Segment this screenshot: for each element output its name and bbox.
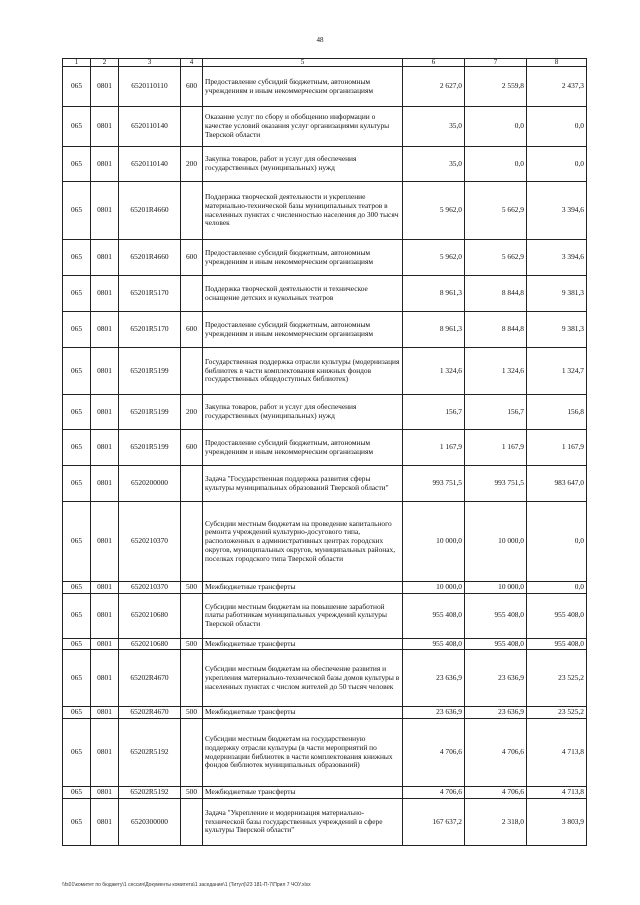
target-article-cell: 6520210680 — [119, 593, 181, 638]
target-article-cell: 65201R4660 — [119, 240, 181, 276]
amount-year2-cell: 23 636,9 — [465, 707, 527, 719]
amount-year3-cell: 2 437,3 — [527, 67, 587, 107]
expense-type-cell: 500 — [181, 707, 203, 719]
amount-year3-cell: 0,0 — [527, 582, 587, 594]
column-header: 7 — [465, 59, 527, 67]
table-row — [63, 430, 587, 466]
table-row — [63, 502, 587, 582]
table-row — [63, 707, 587, 719]
admin-code-cell: 065 — [63, 787, 91, 799]
amount-year1-cell: 167 637,2 — [403, 798, 465, 845]
target-article-cell: 6520110140 — [119, 147, 181, 182]
admin-code-cell: 065 — [63, 650, 91, 707]
table-row — [63, 650, 587, 707]
amount-year2-cell: 156,7 — [465, 395, 527, 430]
admin-code-cell: 065 — [63, 348, 91, 395]
target-article-cell: 6520210680 — [119, 638, 181, 650]
amount-year3-cell: 0,0 — [527, 107, 587, 147]
admin-code-cell: 065 — [63, 107, 91, 147]
admin-code-cell: 065 — [63, 798, 91, 845]
target-article-cell: 65201R5170 — [119, 312, 181, 348]
description-cell: Задача "Укрепление и модернизация материально-технической базы государственных учреждений в сфере культуры Тверской области" — [203, 798, 403, 845]
column-header: 8 — [527, 59, 587, 67]
expense-type-cell: 500 — [181, 582, 203, 594]
expense-type-cell: 600 — [181, 430, 203, 466]
description-cell: Межбюджетные трансферты — [203, 638, 403, 650]
description-cell: Поддержка творческой деятельности и укрепление материально-технической базы муниципальных театров в населенных пунктах с численностью населения до 300 тысяч человек — [203, 182, 403, 240]
expense-type-cell: 200 — [181, 395, 203, 430]
table-row — [63, 638, 587, 650]
admin-code-cell: 065 — [63, 593, 91, 638]
description-cell: Субсидии местным бюджетам на повышение заработной платы работникам муниципальных учреждений культуры Тверской области — [203, 593, 403, 638]
table-row — [63, 582, 587, 594]
column-header: 4 — [181, 59, 203, 67]
amount-year1-cell: 1 167,9 — [403, 430, 465, 466]
expense-type-cell: 200 — [181, 147, 203, 182]
amount-year2-cell: 10 000,0 — [465, 582, 527, 594]
amount-year2-cell: 10 000,0 — [465, 502, 527, 582]
section-code-cell: 0801 — [91, 502, 119, 582]
amount-year2-cell: 1 167,9 — [465, 430, 527, 466]
table-row — [63, 240, 587, 276]
amount-year2-cell: 0,0 — [465, 107, 527, 147]
admin-code-cell: 065 — [63, 466, 91, 502]
amount-year2-cell: 4 706,6 — [465, 719, 527, 787]
amount-year1-cell: 955 408,0 — [403, 593, 465, 638]
target-article-cell: 65201R5199 — [119, 430, 181, 466]
amount-year3-cell: 1 324,7 — [527, 348, 587, 395]
target-article-cell: 6520110110 — [119, 67, 181, 107]
amount-year2-cell: 23 636,9 — [465, 650, 527, 707]
admin-code-cell: 065 — [63, 719, 91, 787]
amount-year2-cell: 8 844,8 — [465, 312, 527, 348]
amount-year2-cell: 8 844,8 — [465, 276, 527, 312]
amount-year2-cell: 5 662,9 — [465, 182, 527, 240]
section-code-cell: 0801 — [91, 312, 119, 348]
amount-year1-cell: 4 706,6 — [403, 719, 465, 787]
target-article-cell: 65202R5192 — [119, 719, 181, 787]
table-row — [63, 182, 587, 240]
amount-year2-cell: 5 662,9 — [465, 240, 527, 276]
table-row — [63, 787, 587, 799]
section-code-cell: 0801 — [91, 638, 119, 650]
amount-year3-cell: 3 394,6 — [527, 182, 587, 240]
target-article-cell: 65202R4670 — [119, 707, 181, 719]
amount-year2-cell: 1 324,6 — [465, 348, 527, 395]
amount-year2-cell: 0,0 — [465, 147, 527, 182]
expense-type-cell: 500 — [181, 638, 203, 650]
amount-year1-cell: 23 636,9 — [403, 650, 465, 707]
table-row — [63, 312, 587, 348]
amount-year2-cell: 993 751,5 — [465, 466, 527, 502]
target-article-cell: 6520300000 — [119, 798, 181, 845]
amount-year3-cell: 156,8 — [527, 395, 587, 430]
section-code-cell: 0801 — [91, 430, 119, 466]
target-article-cell: 6520210370 — [119, 582, 181, 594]
amount-year3-cell: 0,0 — [527, 502, 587, 582]
table-body — [63, 67, 587, 846]
description-cell: Предоставление субсидий бюджетным, автономным учреждениям и иным некоммерческим организациям — [203, 312, 403, 348]
expense-type-cell — [181, 650, 203, 707]
expense-type-cell: 600 — [181, 312, 203, 348]
description-cell: Поддержка творческой деятельности и техническое оснащение детских и кукольных театров — [203, 276, 403, 312]
column-header: 1 — [63, 59, 91, 67]
column-header: 3 — [119, 59, 181, 67]
description-cell: Закупка товаров, работ и услуг для обеспечения государственных (муниципальных) нужд — [203, 147, 403, 182]
admin-code-cell: 065 — [63, 430, 91, 466]
amount-year1-cell: 993 751,5 — [403, 466, 465, 502]
page-number: 48 — [316, 36, 324, 44]
description-cell: Задача "Государственная поддержка развития сферы культуры муниципальных образований Тверской области" — [203, 466, 403, 502]
amount-year2-cell: 955 408,0 — [465, 593, 527, 638]
description-cell: Межбюджетные трансферты — [203, 582, 403, 594]
amount-year3-cell: 4 713,8 — [527, 787, 587, 799]
section-code-cell: 0801 — [91, 650, 119, 707]
section-code-cell: 0801 — [91, 582, 119, 594]
target-article-cell: 6520200000 — [119, 466, 181, 502]
description-cell: Предоставление субсидий бюджетным, автономным учреждениям и иным некоммерческим организациям — [203, 67, 403, 107]
admin-code-cell: 065 — [63, 582, 91, 594]
admin-code-cell: 065 — [63, 312, 91, 348]
section-code-cell: 0801 — [91, 719, 119, 787]
section-code-cell: 0801 — [91, 798, 119, 845]
section-code-cell: 0801 — [91, 466, 119, 502]
description-cell: Оказание услуг по сбору и обобщению информации о качестве условий оказания услуг организациями культуры Тверской области — [203, 107, 403, 147]
column-header: 2 — [91, 59, 119, 67]
table-row — [63, 466, 587, 502]
section-code-cell: 0801 — [91, 107, 119, 147]
table-row — [63, 395, 587, 430]
amount-year1-cell: 35,0 — [403, 147, 465, 182]
amount-year2-cell: 2 318,0 — [465, 798, 527, 845]
amount-year2-cell: 2 559,8 — [465, 67, 527, 107]
description-cell: Предоставление субсидий бюджетным, автономным учреждениям и иным некоммерческим организациям — [203, 430, 403, 466]
admin-code-cell: 065 — [63, 147, 91, 182]
amount-year1-cell: 4 706,6 — [403, 787, 465, 799]
section-code-cell: 0801 — [91, 787, 119, 799]
amount-year2-cell: 4 706,6 — [465, 787, 527, 799]
table-header-row — [63, 59, 587, 67]
amount-year1-cell: 955 408,0 — [403, 638, 465, 650]
expense-type-cell: 500 — [181, 787, 203, 799]
admin-code-cell: 065 — [63, 240, 91, 276]
amount-year1-cell: 5 962,0 — [403, 182, 465, 240]
target-article-cell: 6520210370 — [119, 502, 181, 582]
expense-type-cell — [181, 276, 203, 312]
target-article-cell: 6520110140 — [119, 107, 181, 147]
amount-year2-cell: 955 408,0 — [465, 638, 527, 650]
amount-year3-cell: 3 394,6 — [527, 240, 587, 276]
section-code-cell: 0801 — [91, 276, 119, 312]
table-row — [63, 798, 587, 845]
amount-year3-cell: 983 647,0 — [527, 466, 587, 502]
section-code-cell: 0801 — [91, 348, 119, 395]
expense-type-cell — [181, 798, 203, 845]
expense-type-cell: 600 — [181, 240, 203, 276]
expense-type-cell: 600 — [181, 67, 203, 107]
amount-year3-cell: 955 408,0 — [527, 638, 587, 650]
amount-year3-cell: 3 803,9 — [527, 798, 587, 845]
section-code-cell: 0801 — [91, 182, 119, 240]
admin-code-cell: 065 — [63, 707, 91, 719]
table-row — [63, 147, 587, 182]
target-article-cell: 65201R5199 — [119, 395, 181, 430]
amount-year1-cell: 1 324,6 — [403, 348, 465, 395]
column-header: 5 — [203, 59, 403, 67]
amount-year1-cell: 8 961,3 — [403, 312, 465, 348]
description-cell: Субсидии местным бюджетам на государственную поддержку отрасли культуры (в части мероприятий по модернизации библиотек в части комплектования книжных фондов библиотек муниципальных образований) — [203, 719, 403, 787]
table-row — [63, 348, 587, 395]
amount-year3-cell: 0,0 — [527, 147, 587, 182]
admin-code-cell: 065 — [63, 638, 91, 650]
footer-file-path: \\fs01\комитет по бюджету\1 сессия\Документы комитета\1 заседание\1 (Титул)\23 181-П-7\Прил 7 ЧОУ.xlsx — [62, 882, 311, 888]
description-cell: Межбюджетные трансферты — [203, 707, 403, 719]
amount-year3-cell: 9 381,3 — [527, 312, 587, 348]
target-article-cell: 65202R4670 — [119, 650, 181, 707]
table-row — [63, 593, 587, 638]
description-cell: Предоставление субсидий бюджетным, автономным учреждениям и иным некоммерческим организациям — [203, 240, 403, 276]
amount-year1-cell: 8 961,3 — [403, 276, 465, 312]
expense-type-cell — [181, 466, 203, 502]
target-article-cell: 65201R5199 — [119, 348, 181, 395]
amount-year1-cell: 10 000,0 — [403, 582, 465, 594]
admin-code-cell: 065 — [63, 67, 91, 107]
amount-year3-cell: 955 408,0 — [527, 593, 587, 638]
amount-year1-cell: 10 000,0 — [403, 502, 465, 582]
table-row — [63, 107, 587, 147]
target-article-cell: 65202R5192 — [119, 787, 181, 799]
admin-code-cell: 065 — [63, 276, 91, 312]
amount-year1-cell: 23 636,9 — [403, 707, 465, 719]
amount-year3-cell: 1 167,9 — [527, 430, 587, 466]
expense-type-cell — [181, 348, 203, 395]
table-row — [63, 276, 587, 312]
amount-year3-cell: 9 381,3 — [527, 276, 587, 312]
amount-year1-cell: 2 627,0 — [403, 67, 465, 107]
expense-type-cell — [181, 502, 203, 582]
admin-code-cell: 065 — [63, 502, 91, 582]
admin-code-cell: 065 — [63, 182, 91, 240]
expense-type-cell — [181, 107, 203, 147]
description-cell: Субсидии местным бюджетам на проведение капитального ремонта учреждений культурно-досугового типа, расположенных в административных центрах городских округов, муниципальных округов, муниципальных районах, поселках городского типа Тверской области — [203, 502, 403, 582]
section-code-cell: 0801 — [91, 67, 119, 107]
section-code-cell: 0801 — [91, 593, 119, 638]
description-cell: Межбюджетные трансферты — [203, 787, 403, 799]
admin-code-cell: 065 — [63, 395, 91, 430]
section-code-cell: 0801 — [91, 240, 119, 276]
column-header: 6 — [403, 59, 465, 67]
section-code-cell: 0801 — [91, 395, 119, 430]
amount-year1-cell: 156,7 — [403, 395, 465, 430]
description-cell: Государственная поддержка отрасли культуры (модернизация библиотек в части комплектования книжных фондов государственных общедоступных библиотек) — [203, 348, 403, 395]
amount-year1-cell: 35,0 — [403, 107, 465, 147]
expense-type-cell — [181, 719, 203, 787]
description-cell: Субсидии местным бюджетам на обеспечение развития и укрепления материально-технической базы домов культуры в населенных пунктах с числом жителей до 50 тысяч человек — [203, 650, 403, 707]
expense-type-cell — [181, 182, 203, 240]
section-code-cell: 0801 — [91, 707, 119, 719]
amount-year1-cell: 5 962,0 — [403, 240, 465, 276]
table-row — [63, 67, 587, 107]
budget-table — [62, 58, 587, 846]
amount-year3-cell: 4 713,8 — [527, 719, 587, 787]
section-code-cell: 0801 — [91, 147, 119, 182]
expense-type-cell — [181, 593, 203, 638]
target-article-cell: 65201R5170 — [119, 276, 181, 312]
description-cell: Закупка товаров, работ и услуг для обеспечения государственных (муниципальных) нужд — [203, 395, 403, 430]
amount-year3-cell: 23 525,2 — [527, 707, 587, 719]
target-article-cell: 65201R4660 — [119, 182, 181, 240]
amount-year3-cell: 23 525,2 — [527, 650, 587, 707]
table-row — [63, 719, 587, 787]
